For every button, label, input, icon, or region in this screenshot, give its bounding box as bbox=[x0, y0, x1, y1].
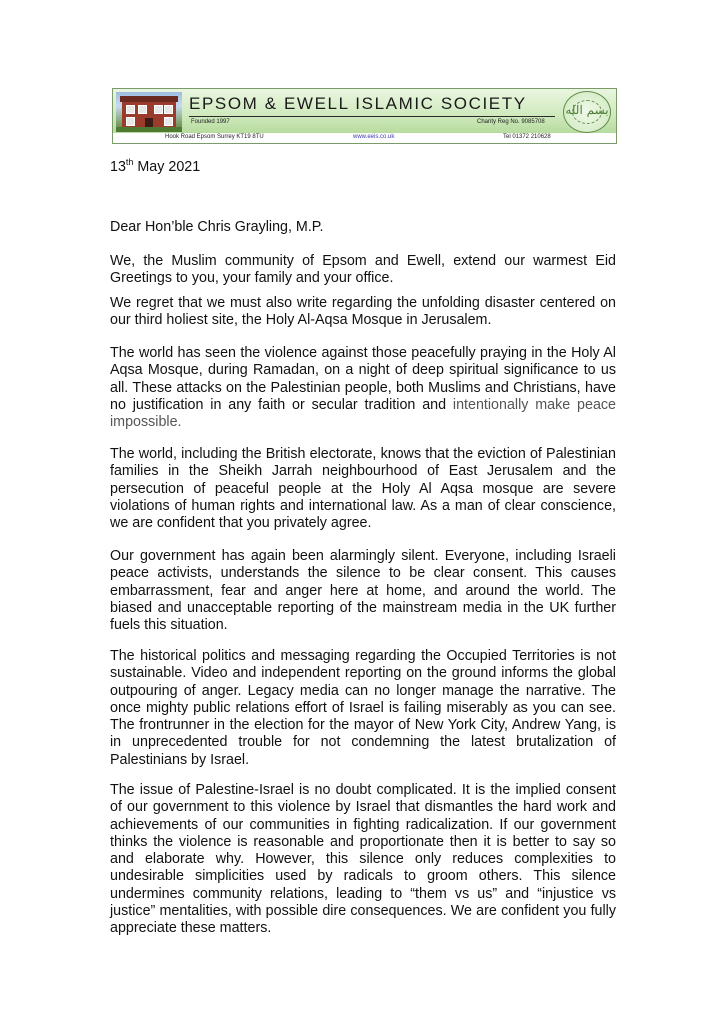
title-rule bbox=[189, 116, 555, 117]
contact-strip bbox=[113, 133, 616, 143]
charity-number: Charity Reg No. 9085708 bbox=[477, 119, 545, 125]
calligraphy-seal-logo bbox=[563, 91, 611, 133]
paragraph-regret: We regret that we must also write regarding the unfolding disaster centered on our third holiest site, the Holy Al-Aqsa Mosque in Jerusalem. bbox=[110, 295, 616, 329]
paragraph-politics-messaging: The historical politics and messaging regarding the Occupied Territories is not sustainable. Video and independent reporting on the ground informs the global outpouring of anger. Legacy media can no longer manage the narrative. The once mighty public relations effort of Israel is failing miserably as you can see. The frontrunner in the election for the mayor of New York City, Andrew Yang, is in unprecedented trouble for not condemning the latest brutalization of Palestinians by Israel. bbox=[110, 648, 616, 768]
mosque-building-photo bbox=[116, 92, 182, 132]
paragraph-palestine-israel: The issue of Palestine-Israel is no doubt complicated. It is the implied consent of our government to this violence by Israel that dismantles the hard work and achievements of our communities in fighting radicalization. If our government thinks the violence is reasonable and proportionate then it is better to say so and elaborate why. However, this silence only reduces complexities to undesirable simplicities used by radicals to groom others. This silence undermines community relations, leading to “them vs us” and “injustice vs justice” mentalities, with possible dire consequences. We are confident you fully appreciate these matters. bbox=[110, 782, 616, 937]
window bbox=[126, 105, 135, 114]
paragraph-violence-highlight: intentionally make peace impossible. bbox=[110, 396, 617, 431]
date-day: 13 bbox=[110, 159, 126, 175]
telephone-number: Tel 01372 210628 bbox=[503, 134, 551, 140]
date-suffix: th bbox=[125, 157, 134, 168]
lawn bbox=[116, 127, 182, 132]
postal-address: Hook Road Epsom Surrey KT19 8TU bbox=[165, 134, 264, 140]
paragraph-violence bbox=[110, 345, 616, 431]
paragraph-government-silence: Our government has again been alarmingly silent. Everyone, including Israeli peace activists, understands the silence to be clear consent. This causes embarrassment, fear and anger here at home, and around the world. The biased and unacceptable reporting of the mainstream media in the UK further fuels this situation. bbox=[110, 548, 616, 634]
website-link[interactable]: www.eeis.co.uk bbox=[353, 134, 395, 140]
salutation: Dear Hon’ble Chris Grayling, M.P. bbox=[110, 219, 324, 235]
paragraph-eviction: The world, including the British electorate, knows that the eviction of Palestinian families in the Sheikh Jarrah neighbourhood of East Jerusalem and the persecution of peaceful people at the Holy Al Aqsa mosque are severe violations of human rights and international law. As a man of clear conscience, we are confident that you privately agree. bbox=[110, 446, 616, 532]
window bbox=[126, 117, 135, 126]
window bbox=[154, 105, 163, 114]
letterhead bbox=[112, 88, 617, 144]
seal-calligraphy: بسم الله bbox=[565, 103, 609, 117]
paragraph-greetings: We, the Muslim community of Epsom and Ewell, extend our warmest Eid Greetings to you, your family and your office. bbox=[110, 253, 616, 287]
organisation-title: EPSOM & EWELL ISLAMIC SOCIETY bbox=[189, 94, 527, 113]
window bbox=[164, 105, 173, 114]
building-roof bbox=[120, 96, 178, 102]
founded-text: Founded 1997 bbox=[191, 119, 230, 125]
window bbox=[138, 105, 147, 114]
date-month-year: May 2021 bbox=[133, 159, 201, 175]
letter-date bbox=[110, 159, 200, 175]
window bbox=[164, 117, 173, 126]
paragraph-violence-main: The world has seen the violence against those peacefully praying in the Holy Al Aqsa Mosque, during Ramadan, on a night of deep spiritual significance to us all. These attacks on the Palestinian people, both Muslims and Christians, have no justification in any faith or secular tradition and bbox=[110, 345, 616, 413]
